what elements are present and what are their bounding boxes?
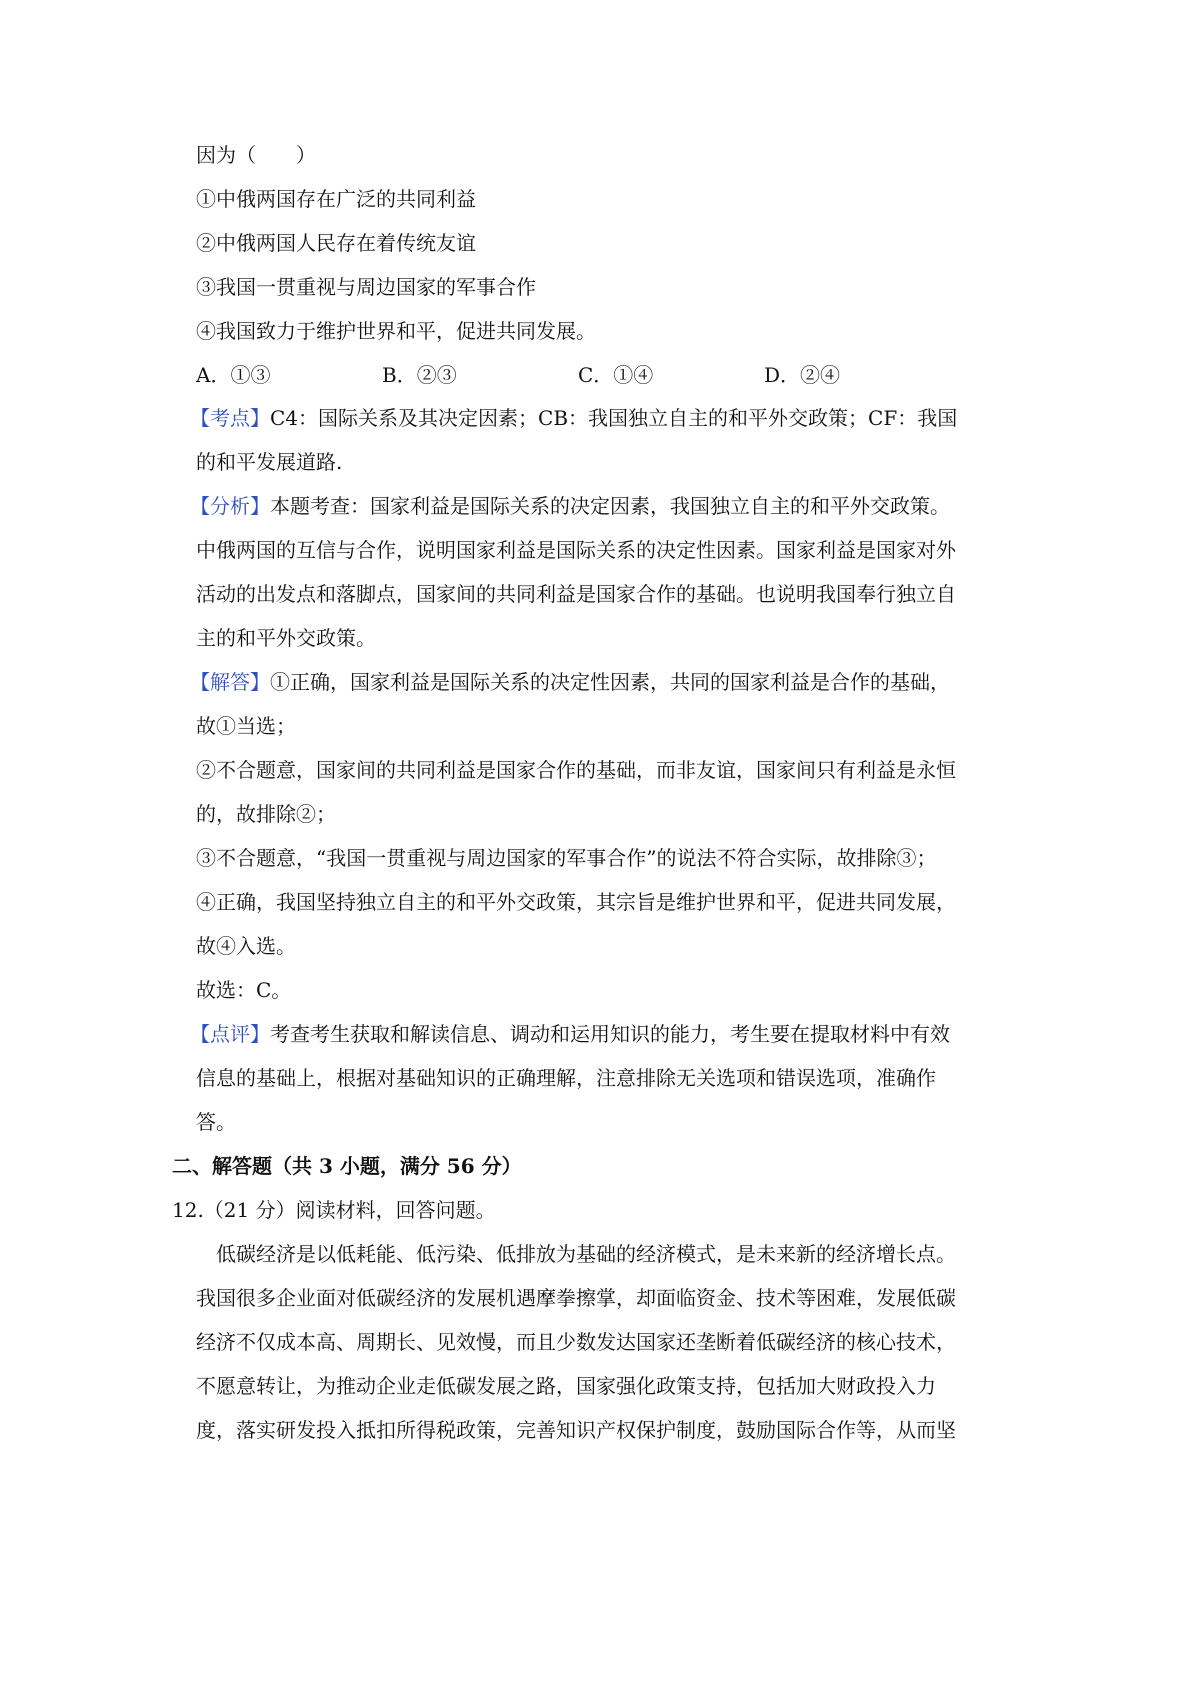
material-paragraph-line: 不愿意转让，为推动企业走低碳发展之路，国家强化政策支持，包括加大财政投入力 [196,1374,936,1398]
kaodian-text: C4：国际关系及其决定因素；CB：我国独立自主的和平外交政策；CF：我国 [270,406,958,430]
answer-options [196,360,996,390]
material-paragraph-line: 我国很多企业面对低碳经济的发展机遇摩拳擦掌，却面临资金、技术等困难，发展低碳 [196,1286,956,1310]
jieda-paragraph-line: ②不合题意，国家间的共同利益是国家合作的基础，而非友谊，国家间只有利益是永恒 [196,758,956,782]
jieda-paragraph-line: 故①当选； [196,714,296,738]
material-paragraph-line: 经济不仅成本高、周期长、见效慢，而且少数发达国家还垄断着低碳经济的核心技术， [196,1330,956,1354]
material-paragraph-line: 度，落实研发投入抵扣所得税政策，完善知识产权保护制度，鼓励国际合作等，从而坚 [196,1418,956,1442]
jieda-tag: 【解答】 [190,670,270,694]
dianping-paragraph-line: 答。 [196,1110,236,1134]
fenxi-line [190,491,950,521]
dianping-tag: 【点评】 [190,1022,270,1046]
option-c: C．①④ [578,363,654,387]
section-heading: 二、解答题（共 3 小题，满分 56 分） [172,1154,522,1178]
fenxi-text: 本题考查：国家利益是国际关系的决定因素，我国独立自主的和平外交政策。 [270,494,950,518]
fenxi-paragraph-line: 活动的出发点和落脚点，国家间的共同利益是国家合作的基础。也说明我国奉行独立自 [196,582,956,606]
option-d: D．②④ [764,363,841,387]
jieda-text: ①正确，国家利益是国际关系的决定性因素，共同的国家利益是合作的基础， [270,670,950,694]
fenxi-paragraph-line: 中俄两国的互信与合作，说明国家利益是国际关系的决定性因素。国家利益是国家对外 [196,538,956,562]
statement-item-2: ②中俄两国人民存在着传统友谊 [196,231,476,255]
option-b: B．②③ [382,363,457,387]
jieda-paragraph-line: ④正确，我国坚持独立自主的和平外交政策，其宗旨是维护世界和平，促进共同发展， [196,890,956,914]
material-paragraph-line: 低碳经济是以低耗能、低污染、低排放为基础的经济模式，是未来新的经济增长点。 [216,1242,956,1266]
jieda-line [190,667,950,697]
statement-item-3: ③我国一贯重视与周边国家的军事合作 [196,275,536,299]
statement-item-4: ④我国致力于维护世界和平，促进共同发展。 [196,319,596,343]
kaodian-line [190,403,957,433]
statement-item-1: ①中俄两国存在广泛的共同利益 [196,187,476,211]
kaodian-text-2: 的和平发展道路. [196,450,343,474]
dianping-line [190,1019,950,1049]
jieda-paragraph-line: ③不合题意，“我国一贯重视与周边国家的军事合作”的说法不符合实际，故排除③； [196,846,937,870]
question-stem-end: 因为（ ） [196,143,316,167]
dianping-paragraph-line: 信息的基础上，根据对基础知识的正确理解，注意排除无关选项和错误选项，准确作 [196,1066,936,1090]
fenxi-tag: 【分析】 [190,494,270,518]
question-12-header: 12.（21 分）阅读材料，回答问题。 [172,1198,496,1222]
final-answer: 故选：C。 [196,978,292,1002]
kaodian-tag: 【考点】 [190,406,270,430]
dianping-text: 考查考生获取和解读信息、调动和运用知识的能力，考生要在提取材料中有效 [270,1022,950,1046]
option-a: A．①③ [196,363,271,387]
jieda-paragraph-line: 故④入选。 [196,934,296,958]
jieda-paragraph-line: 的，故排除②； [196,802,336,826]
fenxi-paragraph-line: 主的和平外交政策。 [196,626,376,650]
